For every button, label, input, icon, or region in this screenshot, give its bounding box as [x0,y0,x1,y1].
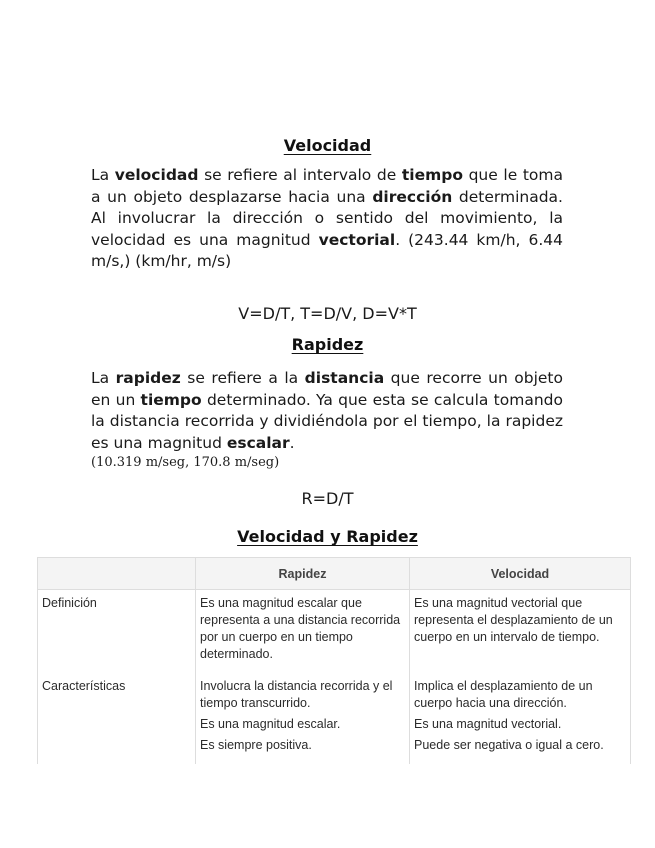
bold-term: escalar [226,433,290,452]
table-row [38,673,631,764]
cell-text: Es una magnitud vectorial que representa el desplazamiento de un cuerpo en un intervalo de tiempo. [414,596,613,644]
text-run: que recorre un objeto en un [91,369,563,409]
bold-term: tiempo [401,166,463,184]
header-cell-empty [38,558,196,590]
cell-text: Es una magnitud escalar que representa a una distancia recorrida por un cuerpo en un tiempo determinado. [200,596,401,661]
cell-rapidez [196,673,410,764]
bold-term: rapidez [115,369,181,387]
paragraph-velocidad [91,165,563,273]
comparison-table [37,557,631,764]
text-run: La [91,369,116,387]
cell-text: Puede ser negativa o igual a cero. [414,738,604,752]
row-label: Características [38,673,196,764]
bold-term: tiempo [140,390,202,409]
cell-text: Es una magnitud vectorial. [414,717,562,731]
cell-text: Implica el desplazamiento de un cuerpo hacia una dirección. [414,679,593,710]
cell-velocidad [410,590,631,674]
cell-velocidad [410,673,631,764]
heading-rapidez: Rapidez [291,335,364,354]
cell-text: Es siempre positiva. [200,738,312,752]
row-label: Definición [38,590,196,674]
header-cell-rapidez: Rapidez [196,558,410,590]
text-run: . [289,433,295,452]
cell-text: Involucra la distancia recorrida y el tiempo transcurrido. [200,679,393,710]
heading-velocidad: Velocidad [283,136,372,155]
paragraph-rapidez [91,368,563,472]
bold-term: distancia [304,369,385,387]
bold-term: velocidad [114,166,199,184]
cell-text: Es una magnitud escalar. [200,717,341,731]
text-run: que le toma a un objeto desplazarse hacia una [91,166,563,206]
text-run: se refiere a la [180,369,305,387]
cell-rapidez [196,590,410,674]
table-header-row [38,558,631,590]
header-cell-velocidad: Velocidad [410,558,631,590]
bold-term: vectorial [318,230,396,249]
text-run: se refiere al intervalo de [198,166,402,184]
examples-rapidez: (10.319 m/seg, 170.8 m/seg) [91,455,280,470]
text-run: La [91,166,115,184]
formula-rapidez: R=D/T [301,489,354,508]
heading-comparison: Velocidad y Rapidez [237,527,418,546]
table-row [38,590,631,674]
text-run: determinada. Al involucrar la dirección o sentido del movimiento, la velocidad es una magnitud [91,187,563,249]
formula-velocidad: V=D/T, T=D/V, D=V*T [238,304,417,323]
text-run: determinado. Ya que esta se calcula tomando la distancia recorrida y dividiéndola por el tiempo, la rapidez es una magnitud [91,390,563,452]
text-run: . (243.44 km/h, 6.44 m/s,) (km/hr, m/s) [91,230,563,270]
bold-term: dirección [372,187,453,206]
